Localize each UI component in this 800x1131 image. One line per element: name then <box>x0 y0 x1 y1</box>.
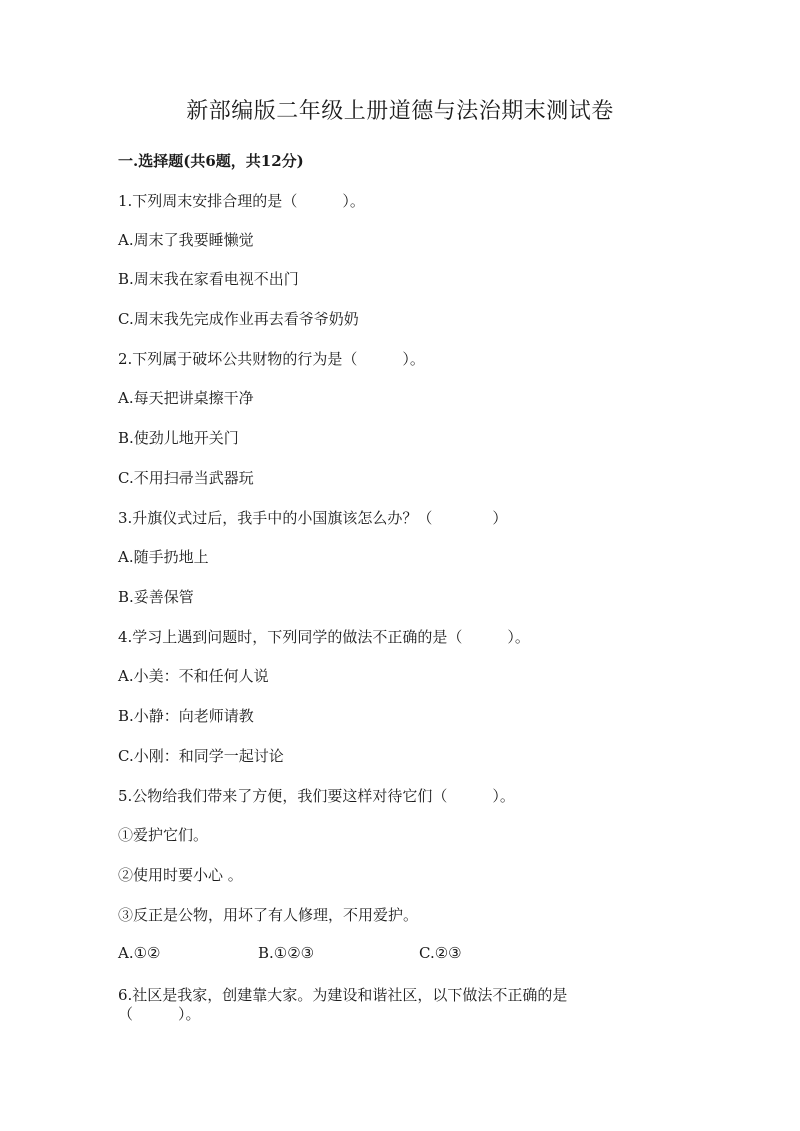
question-2-option-b: B.使劲儿地开关门 <box>118 429 239 447</box>
question-6-stem-line-1: 6.社区是我家，创建靠大家。为建设和谐社区，以下做法不正确的是 <box>118 986 568 1004</box>
question-2-stem: 2.下列属于破坏公共财物的行为是（ ）。 <box>118 350 425 368</box>
question-5-statement-3: ③反正是公物，用坏了有人修理，不用爱护。 <box>118 906 419 924</box>
question-1-stem: 1.下列周末安排合理的是（ ）。 <box>118 192 365 210</box>
question-6-stem-line-2: （ ）。 <box>118 1005 201 1023</box>
question-5-option-b: B.①②③ <box>258 944 315 962</box>
question-1-option-a: A.周末了我要睡懒觉 <box>118 231 254 249</box>
question-2-option-a: A.每天把讲桌擦干净 <box>118 389 254 407</box>
question-5-stem: 5.公物给我们带来了方便，我们要这样对待它们（ ）。 <box>118 787 515 805</box>
question-5-option-c: C.②③ <box>419 944 462 962</box>
question-1-option-b: B.周末我在家看电视不出门 <box>118 270 299 288</box>
section-header: 一.选择题(共6题，共12分) <box>118 152 304 170</box>
page-title: 新部编版二年级上册道德与法治期末测试卷 <box>186 99 614 124</box>
question-3-stem: 3.升旗仪式过后，我手中的小国旗该怎么办？（ ） <box>118 509 508 527</box>
question-3-option-a: A.随手扔地上 <box>118 548 209 566</box>
question-2-option-c: C.不用扫帚当武器玩 <box>118 469 254 487</box>
question-3-option-b: B.妥善保管 <box>118 588 194 606</box>
question-4-option-a: A.小美：不和任何人说 <box>118 667 269 685</box>
question-1-option-c: C.周末我先完成作业再去看爷爷奶奶 <box>118 310 359 328</box>
question-4-stem: 4.学习上遇到问题时，下列同学的做法不正确的是（ ）。 <box>118 628 530 646</box>
question-5-statement-2: ②使用时要小心 。 <box>118 866 243 884</box>
question-4-option-c: C.小刚：和同学一起讨论 <box>118 747 284 765</box>
question-5-option-a: A.①② <box>118 944 161 962</box>
question-5-statement-1: ①爱护它们。 <box>118 826 209 844</box>
question-4-option-b: B.小静：向老师请教 <box>118 707 254 725</box>
